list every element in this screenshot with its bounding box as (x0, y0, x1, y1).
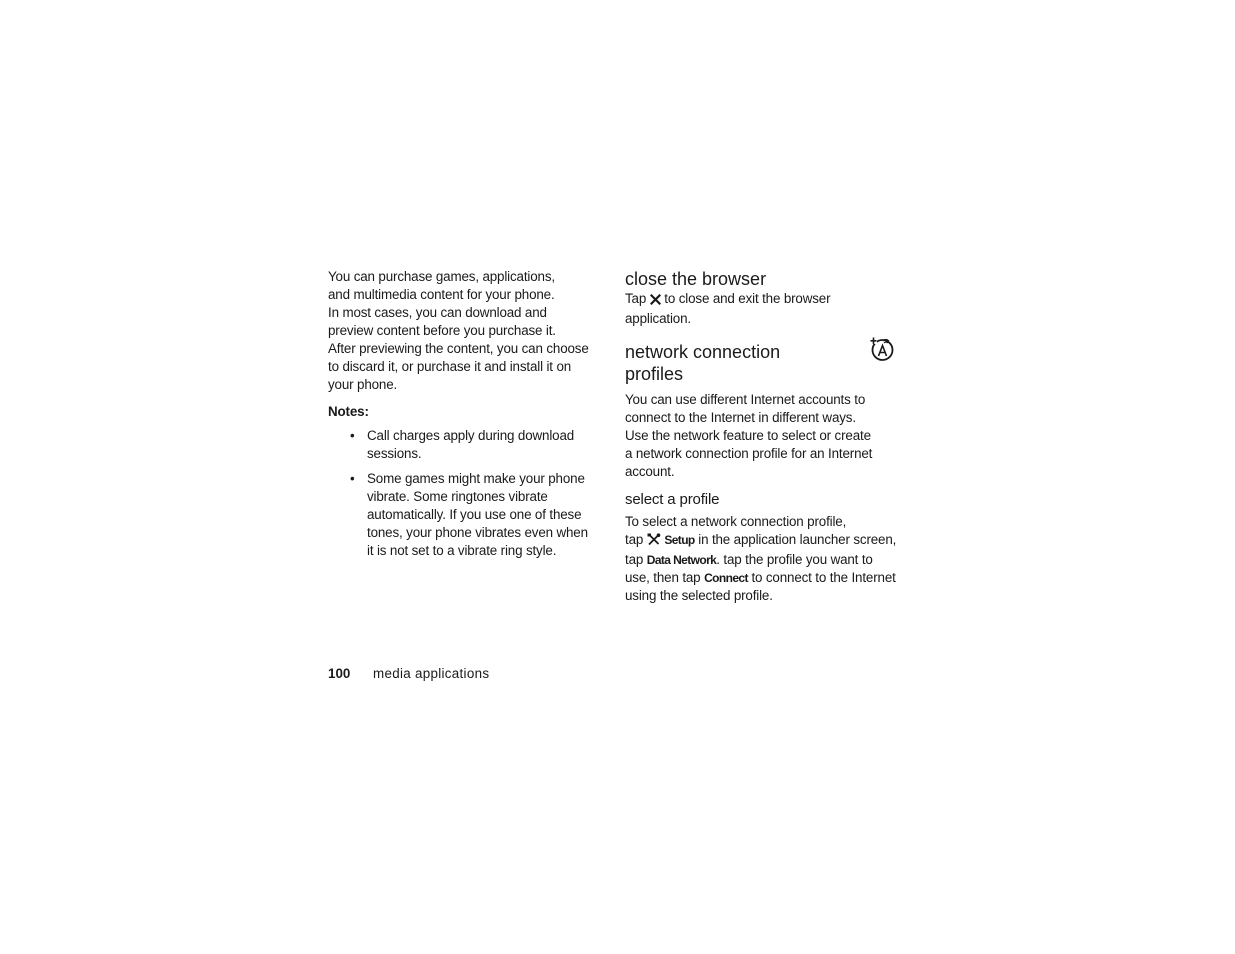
body-text-part: to connect to the Internet (751, 570, 896, 585)
intro-paragraph (328, 268, 600, 394)
network-profiles-paragraph (625, 391, 897, 481)
body-line: Use the network feature to select or create (625, 428, 871, 443)
body-text-part: use, then tap (625, 570, 701, 585)
note-line: Some games might make your phone (367, 471, 585, 486)
network-heading-row (625, 341, 897, 385)
intro-line: After previewing the content, you can choose (328, 341, 589, 356)
intro-line: and multimedia content for your phone. (328, 287, 555, 302)
setup-term: Setup (664, 533, 695, 547)
heading-line: profiles (625, 364, 684, 384)
setup-tools-icon (647, 533, 661, 551)
body-line: using the selected profile. (625, 588, 773, 603)
select-profile-paragraph (625, 513, 897, 605)
close-icon (650, 292, 661, 310)
close-browser-paragraph (625, 290, 897, 328)
left-column (328, 268, 600, 567)
bullet-icon: • (350, 471, 355, 486)
close-text-part: application. (625, 311, 691, 326)
notes-label: Notes: (328, 404, 369, 419)
body-line: You can use different Internet accounts to (625, 392, 866, 407)
body-text-part: tap (625, 552, 644, 567)
close-text-part: to close and exit the browser (664, 291, 831, 306)
note-line: tones, your phone vibrates even when (367, 525, 588, 540)
note-line: vibrate. Some ringtones vibrate (367, 489, 548, 504)
body-line: account. (625, 464, 675, 479)
notes-list (328, 427, 600, 560)
close-browser-heading: close the browser (625, 269, 767, 289)
body-line: a network connection profile for an Internet (625, 446, 873, 461)
select-profile-heading: select a profile (625, 491, 720, 508)
intro-line: your phone. (328, 377, 398, 392)
note-line: automatically. If you use one of these (367, 507, 582, 522)
page-number: 100 (328, 666, 351, 681)
body-text-part: in the application launcher screen, (698, 532, 897, 547)
page-footer (328, 665, 490, 683)
body-line: connect to the Internet in different ways. (625, 410, 856, 425)
body-text-part: . tap the profile you want to (716, 552, 873, 567)
body-text-part: tap (625, 532, 644, 547)
heading-line: network connection (625, 342, 781, 362)
connect-term: Connect (704, 571, 748, 585)
intro-line: preview content before you purchase it. (328, 323, 556, 338)
bullet-icon: • (350, 428, 355, 443)
list-item (328, 427, 600, 463)
intro-line: You can purchase games, applications, (328, 269, 555, 284)
body-line: To select a network connection profile, (625, 514, 847, 529)
note-line: sessions. (367, 446, 422, 461)
data-network-term: Data Network (646, 553, 717, 567)
close-text-part: Tap (625, 291, 647, 306)
intro-line: to discard it, or purchase it and install it on (328, 359, 572, 374)
list-item (328, 470, 600, 560)
network-profiles-heading (625, 341, 825, 385)
section-title: media applications (373, 666, 490, 681)
intro-line: In most cases, you can download and (328, 305, 547, 320)
network-operator-feature-icon (869, 336, 895, 362)
note-line: Call charges apply during download (367, 428, 575, 443)
note-line: it is not set to a vibrate ring style. (367, 543, 557, 558)
right-column (625, 268, 897, 605)
